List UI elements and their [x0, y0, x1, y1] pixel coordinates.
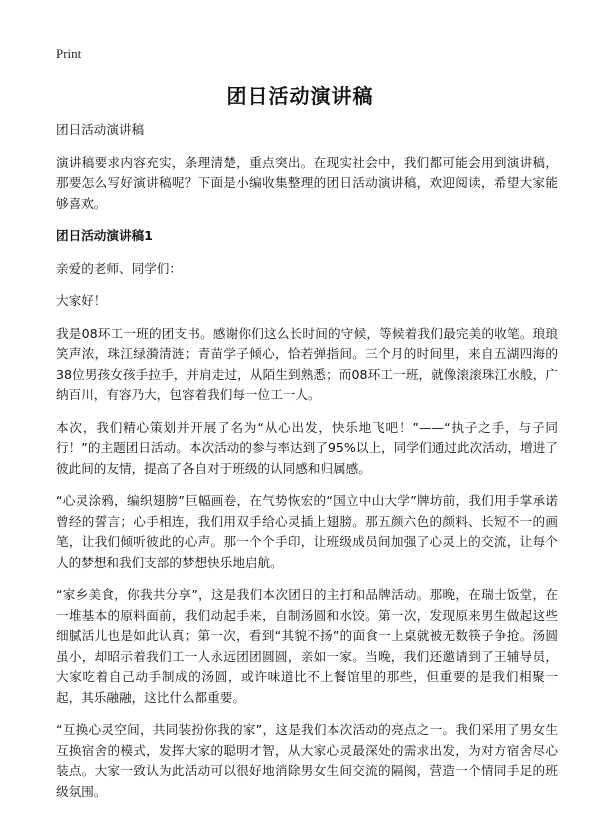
section-heading: 团日活动演讲稿1	[56, 228, 153, 243]
intro-paragraph: 演讲稿要求内容充实，条理清楚，重点突出。在现实社会中，我们都可能会用到演讲稿，那要怎么写好演讲稿呢？下面是小编收集整理的团日活动演讲稿，欢迎阅读，希望大家能够喜欢。	[56, 154, 558, 211]
page-title: 团日活动演讲稿	[226, 84, 374, 108]
body-paragraph-1: 我是08环工一班的团支书。感谢你们这么长时间的守候，等候着我们最完美的收笔。琅琅笑声浓，珠江绿漪清涟；青苗学子倾心，恰若弹指间。三个月的时间里，来自五湖四海的38位男孩女孩手拉手，并肩走过，从陌生到熟悉；而08环工一班，就像滚滚珠江水般，广纳百川，有容乃大，包容着我们每一位工一人。	[56, 325, 558, 402]
greeting-line: 亲爱的老师、同学们：	[56, 260, 182, 276]
hello-line: 大家好！	[56, 293, 107, 308]
document-body	[56, 120, 558, 814]
body-paragraph-2: 本次，我们精心策划并开展了名为“从心出发，快乐地飞吧！”——“执子之手，与子同行！”的主题团日活动。本次活动的参与率达到了95%以上，同学们通过此次活动，增进了彼此间的友情，提高了各自对于班级的认同感和归属感。	[56, 419, 558, 476]
body-paragraph-3: “心灵涂鸦，编织翅膀”巨幅画卷，在气势恢宏的“国立中山大学”牌坊前，我们用手掌承诺曾经的誓言；心手相连，我们用双手给心灵插上翅膀。那五颜六色的颜料、长短不一的画笔，让我们倾听彼此的心声。那一个个手印，让班级成员间加强了心灵上的交流，让每个人的梦想和我们支部的梦想快乐地启航。	[56, 493, 558, 570]
body-paragraph-4: “家乡美食，你我共分享”，这是我们本次团日的主打和品牌活动。那晚，在瑞士饭堂，在一堆基本的原料面前，我们动起手来，自制汤圆和水饺。第一次，发现原来男生做起这些细腻活儿也是如此认真；第一次，看到“其貌不扬”的面食一上桌就被无数筷子争抢。汤圆虽小，却昭示着我们工一人永远团团圆圆，亲如一家。当晚，我们还邀请到了王辅导员，大家吃着自己动手制成的汤圆，或许味道比不上餐馆里的那些，但重要的是我们相聚一起，其乐融融，这比什么都重要。	[56, 587, 558, 705]
document-subtitle: 团日活动演讲稿	[56, 122, 145, 137]
body-paragraph-5: “互换心灵空间，共同装扮你我的家”，这是我们本次活动的亮点之一。我们采用了男女生互换宿舍的模式，发挥大家的聪明才智，从大家心灵最深处的需求出发，为对方宿舍尽心装点。大家一致认为此活动可以很好地消除男女生间交流的隔阂，营造一个情同手足的班级氛围。	[56, 722, 558, 799]
print-link[interactable]: Print	[56, 46, 82, 61]
